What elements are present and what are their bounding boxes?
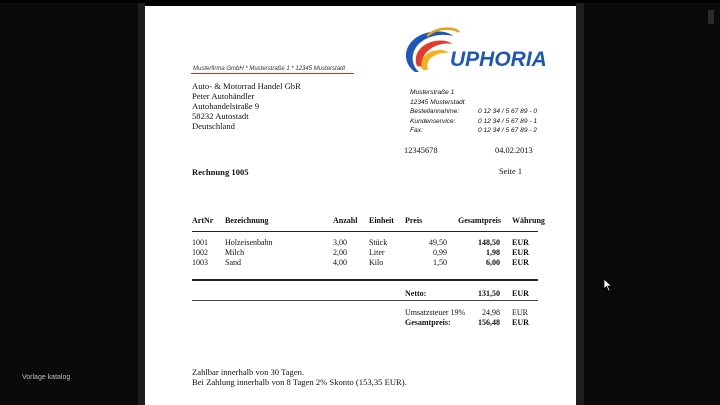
page-number: Seite 1 [499,167,523,176]
contact-block [410,88,538,136]
recipient-line: Peter Autohändler [192,91,255,101]
contact-city: 12345 Musterstadt [410,98,465,106]
cell-gesamtpreis: 148,50 [478,238,500,247]
recipient-line: Deutschland [192,121,235,131]
col-header-gesamtpreis: Gesamtpreis [458,216,501,225]
viewer-top-edge [0,0,720,3]
contact-value: 0 12 34 / 5 67 89 - 0 [478,108,538,115]
cell-anzahl: 4,00 [333,258,347,267]
logo-text: UPHORIA [450,48,547,71]
cell-preis: 0,99 [433,248,447,257]
netto-currency: EUR [512,289,529,298]
col-header-anzahl: Anzahl [333,216,358,225]
cell-einheit: Kilo [369,258,384,267]
gesamt-currency: EUR [512,318,529,327]
cell-gesamtpreis: 6,00 [486,258,500,267]
gesamt-label: Gesamtpreis: [405,318,451,327]
cell-bezeichnung: Sand [225,258,241,267]
catalog-label: Vorlage katalog [22,374,71,381]
ust-currency: EUR [512,308,528,317]
page-shadow-left [138,0,145,405]
table-bottom-rule [192,279,538,281]
netto-value: 131,50 [478,289,500,298]
cell-waehrung: EUR [512,248,529,257]
cell-bezeichnung: Holzeisenbahn [225,238,273,247]
col-header-preis: Preis [405,216,423,225]
col-header-artnr: ArtNr [192,216,214,225]
payment-term-line: Zahlbar innerhalb von 30 Tagen. [192,367,305,377]
recipient-line: 58232 Autostadt [192,111,249,121]
sender-underline [191,73,354,74]
cell-artnr: 1003 [192,258,208,267]
ust-value: 24,98 [482,308,500,317]
cell-artnr: 1002 [192,248,208,257]
sender-line: Musterfirma GmbH * Musterstraße 1 * 12345 Musterstadt [193,66,346,72]
contact-value: 0 12 34 / 5 67 89 - 2 [478,127,538,134]
recipient-line: Autohandelstraße 9 [192,101,260,111]
page-shadow-right [576,0,584,405]
cell-preis: 49,50 [429,238,447,247]
viewer-right-margin [576,0,720,405]
totals-rule [192,300,538,301]
cell-waehrung: EUR [512,258,529,267]
col-header-bezeichnung: Bezeichnung [225,216,269,225]
cell-bezeichnung: Milch [225,248,245,257]
payment-term-line: Bei Zahlung innerhalb von 8 Tagen 2% Skonto (153,35 EUR). [192,377,407,387]
table-header-rule [192,231,538,232]
invoice-title: Rechnung 1005 [192,167,249,177]
col-header-einheit: Einheit [369,216,394,225]
contact-label: Kundenservice: [410,117,456,125]
recipient-line: Auto- & Motorrad Handel GbR [192,81,301,91]
mouse-cursor-icon [603,278,613,292]
invoice-date: 04.02.2013 [495,146,533,155]
reference-number: 12345678 [404,146,438,155]
contact-label: Fax: [410,127,423,134]
cell-artnr: 1001 [192,238,208,247]
contact-value: 0 12 34 / 5 67 89 - 1 [478,117,538,125]
netto-label: Netto: [405,289,427,298]
scroll-indicator[interactable] [708,10,714,24]
euphoria-logo-icon [397,26,547,78]
cell-einheit: Liter [369,248,385,257]
cell-einheit: Stück [369,238,388,247]
contact-label: Bestellannahme: [410,108,460,115]
ust-label: Umsatzsteuer 19% [405,308,466,317]
recipient-address [192,81,301,131]
cell-preis: 1,50 [433,258,447,267]
viewer-left-margin [0,0,145,405]
cell-anzahl: 3,00 [333,238,347,247]
cell-anzahl: 2,00 [333,248,347,257]
col-header-waehrung: Währung [512,216,545,225]
payment-terms [192,367,407,387]
invoice-page [145,6,576,405]
gesamt-value: 156,48 [478,318,500,327]
cell-waehrung: EUR [512,238,529,247]
contact-street: Musterstraße 1 [410,89,455,96]
cell-gesamtpreis: 1,98 [486,248,500,257]
